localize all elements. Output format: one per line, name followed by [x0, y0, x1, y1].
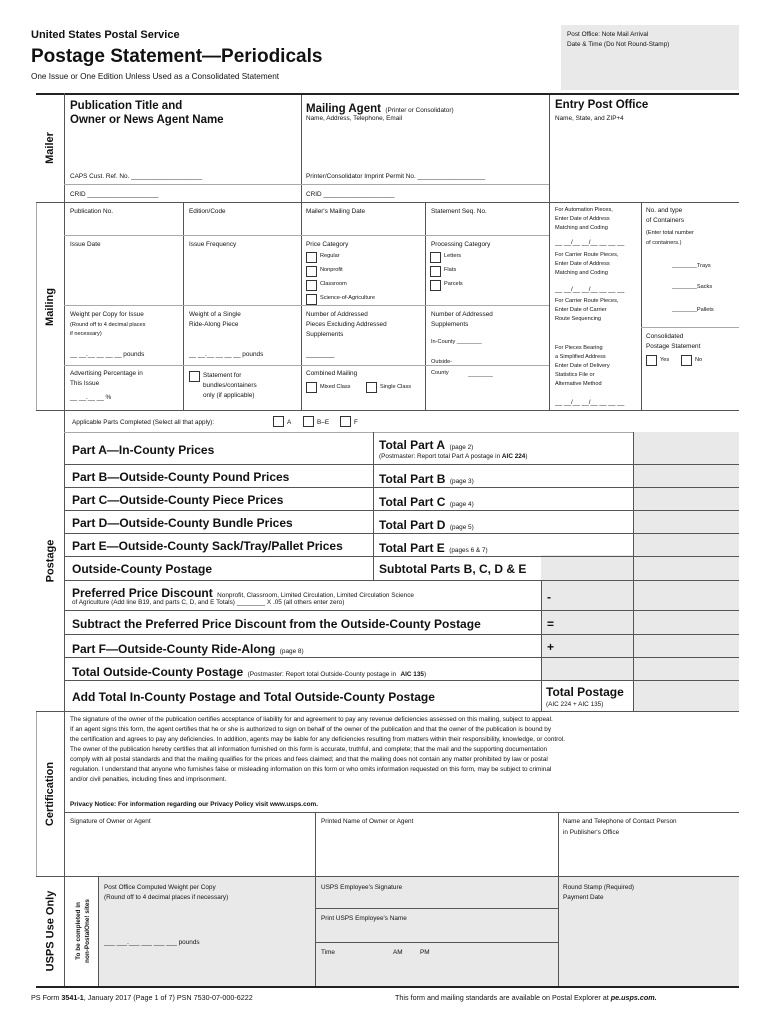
flats-label: Flats	[444, 267, 457, 273]
parts-b-e-option: B–E	[317, 419, 330, 426]
total-postage-label: Total Postage	[546, 685, 624, 699]
bundles-statement-label: Statement for	[203, 372, 242, 379]
po-note-1: Post Office: Note Mail Arrival	[567, 31, 649, 38]
computed-weight-note: (Round off to 4 decimal places if necessary)	[104, 894, 229, 901]
mailer-divider-2	[549, 95, 550, 203]
round-stamp-label: Round Stamp (Required)	[563, 884, 635, 891]
mailing-date-label: Mailer's Mailing Date	[306, 208, 366, 215]
computed-weight-label: Post Office Computed Weight per Copy	[104, 884, 216, 891]
operator-column-shade	[541, 555, 633, 680]
certification-line-7: and/or civil penalties, including fines and imprisonment.	[70, 776, 227, 783]
carrier-route-date-label: For Carrier Route Pieces, Enter Date of Address Matching and Coding	[555, 252, 619, 276]
usps-divider-1	[315, 877, 316, 986]
po-note-2: Date & Time (Do Not Round-Stamp)	[567, 41, 670, 48]
privacy-notice: Privacy Notice: For information regarding our Privacy Policy visit www.usps.com.	[70, 801, 318, 808]
total-part-a-note: (Postmaster: Report total Part A postage in AIC 224)	[379, 453, 528, 460]
addressed-pieces-field[interactable]: ________	[306, 351, 335, 358]
ride-along-weight-label-2: Ride-Along Piece	[189, 321, 239, 328]
certification-line-5: comply with all postal standards and that the mailing qualifies for the prices and fees claimed; and that the mailing does not contain any matter prohibited by law or postal	[70, 756, 548, 763]
part-f-option: F	[354, 419, 358, 426]
postal-explorer-note: This form and mailing standards are available on Postal Explorer at pe.usps.com.	[395, 993, 657, 1002]
part-d-label: Part D—Outside-County Bundle Prices	[72, 516, 293, 530]
mailer-bottom-rule	[36, 202, 739, 203]
applicable-parts-label: Applicable Parts Completed (Select all that apply):	[72, 419, 215, 426]
total-postage-box[interactable]	[633, 680, 739, 711]
postage-rule-9	[64, 657, 739, 658]
statement-seq-label: Statement Seq. No.	[431, 208, 487, 215]
postage-rule-7	[64, 610, 739, 611]
letters-checkbox[interactable]	[430, 252, 441, 263]
science-agriculture-checkbox[interactable]	[306, 294, 317, 305]
form-bottom-rule	[36, 986, 739, 988]
part-f-label: Part F—Outside-County Ride-Along (page 8)	[72, 642, 304, 656]
science-agriculture-label: Science-of-Agriculture	[320, 295, 376, 301]
postage-rule-1	[64, 464, 739, 465]
outside-county-postage-label: Outside-County Postage	[72, 562, 213, 576]
postage-divider-2	[541, 580, 542, 680]
classroom-checkbox[interactable]	[306, 280, 317, 291]
mailing-agent-sub: Name, Address, Telephone, Email	[306, 115, 403, 122]
usps-rule-2	[315, 942, 558, 943]
total-part-b-label: Total Part B (page 3)	[379, 472, 474, 486]
mailing-col-5	[641, 203, 642, 411]
addressed-pieces-label: Number of Addressed	[306, 311, 368, 318]
mailer-divider-1	[301, 95, 302, 203]
automation-date-field[interactable]: __ __/__ __/__ __ __ __	[555, 239, 625, 246]
employee-name-field[interactable]: Print USPS Employee's Name	[321, 915, 407, 922]
containers-label-2: of Containers	[646, 217, 685, 224]
part-a-label: Part A—In-County Prices	[72, 443, 215, 457]
regular-checkbox[interactable]	[306, 252, 317, 263]
addressed-supplements-label-2: Supplements	[431, 321, 469, 328]
plus-operator: +	[547, 640, 555, 654]
part-f-checkbox[interactable]	[340, 416, 351, 427]
simplified-address-date-field[interactable]: __ __/__ __/__ __ __ __	[555, 399, 625, 406]
agency-name: United States Postal Service	[31, 29, 180, 41]
mixed-class-label: Mixed Class	[320, 384, 351, 390]
edition-code-label: Edition/Code	[189, 208, 226, 215]
total-outside-county-label: Total Outside-County Postage (Postmaster: Report total Outside-County postage in AIC 135)	[72, 665, 427, 679]
signature-divider-1	[315, 812, 316, 876]
letters-label: Letters	[444, 253, 462, 259]
parcels-checkbox[interactable]	[430, 280, 441, 291]
parts-b-e-checkbox[interactable]	[303, 416, 314, 427]
crid-field-1[interactable]: CRID ____________________	[70, 191, 159, 198]
form-title: Postage Statement—Periodicals	[31, 46, 323, 67]
parcels-label: Parcels	[444, 281, 463, 287]
outside-county-label: Outside-	[431, 359, 453, 365]
total-part-d-label: Total Part D (page 5)	[379, 518, 474, 532]
addressed-pieces-label-2: Pieces Excluding Addressed	[306, 321, 387, 328]
contact-person-field[interactable]: Name and Telephone of Contact Person	[563, 818, 677, 825]
part-a-option: A	[287, 419, 292, 426]
postage-section-label: Postage	[44, 539, 57, 583]
postage-divider-3	[541, 680, 542, 711]
combined-mailing-label: Combined Mailing	[306, 370, 358, 377]
entry-post-office-sub: Name, State, and ZIP+4	[555, 115, 624, 122]
consolidated-label-2: Postage Statement	[646, 343, 701, 350]
publication-no-label: Publication No.	[70, 208, 113, 215]
usps-rule-1	[315, 908, 558, 909]
weight-per-copy-note-1: (Round off to 4 decimal places	[70, 322, 146, 328]
containers-note-2: of containers.)	[646, 240, 682, 246]
weight-per-copy-label: Weight per Copy for Issue	[70, 311, 144, 318]
mixed-class-checkbox[interactable]	[306, 382, 317, 393]
carrier-seq-date-label: For Carrier Route Pieces, Enter Date of Carrier Route Sequencing	[555, 298, 619, 322]
bundles-statement-checkbox[interactable]	[189, 371, 200, 382]
crid-field-2[interactable]: CRID ____________________	[306, 191, 395, 198]
advertising-pct-label: Advertising Percentage in	[70, 370, 143, 377]
computed-weight-field[interactable]: ___ ___.___ ___ ___ ___ pounds	[104, 939, 200, 946]
usps-divider-2	[558, 877, 559, 986]
mailing-section-label: Mailing	[44, 288, 57, 326]
ride-along-weight-label: Weight of a Single	[189, 311, 241, 318]
mailing-agent-label: Mailing Agent (Printer or Consolidator)	[306, 103, 454, 115]
time-field[interactable]: Time	[321, 949, 335, 956]
nonprofit-label: Nonprofit	[320, 267, 343, 273]
entry-post-office-label: Entry Post Office	[555, 99, 649, 111]
caps-ref-field[interactable]: CAPS Cust. Ref. No. ____________________	[70, 173, 203, 180]
addressed-supplements-label: Number of Addressed	[431, 311, 493, 318]
publication-title-label: Publication Title and Owner or News Agent Name	[70, 100, 224, 126]
mailing-row-1	[64, 235, 549, 236]
outside-county-label-2: County	[431, 370, 449, 376]
consolidated-label: Consolidated	[646, 333, 684, 340]
weight-per-copy-note-2: if necessary)	[70, 331, 102, 337]
postage-rule-2	[64, 487, 739, 488]
mailing-row-3	[64, 365, 549, 366]
preferred-discount-note: of Agriculture (Add line B19, and parts C, D, and E Totals) ________ X .05 (all others enter zero)	[72, 599, 345, 606]
postage-bottom-rule	[36, 711, 739, 712]
postage-rule-10	[64, 680, 739, 681]
single-class-checkbox[interactable]	[366, 382, 377, 393]
classroom-label: Classroom	[320, 281, 347, 287]
consolidated-no-label: No	[695, 357, 703, 363]
issue-frequency-label: Issue Frequency	[189, 241, 237, 248]
advertising-pct-field[interactable]: __ __.__ __ %	[70, 394, 112, 401]
subtotal-label: Subtotal Parts B, C, D & E	[379, 562, 527, 576]
sacks-field[interactable]: ________Sacks	[672, 284, 713, 290]
postage-rule-4	[64, 533, 739, 534]
in-county-field[interactable]: In-County ________	[431, 339, 482, 345]
ride-along-weight-field[interactable]: __ __.__ __ __ __ pounds	[189, 351, 264, 358]
certification-section-label: Certification	[44, 761, 56, 826]
employee-signature-field[interactable]: USPS Employee's Signature	[321, 884, 403, 891]
preferred-discount-label: Preferred Price Discount Nonprofit, Classroom, Limited Circulation, Limited Circulation Science	[72, 586, 414, 600]
left-band-divider	[64, 93, 65, 986]
minus-operator: -	[547, 590, 551, 604]
am-option[interactable]: AM	[393, 949, 403, 956]
carrier-route-date-field[interactable]: __ __/__ __/__ __ __ __	[555, 286, 625, 293]
trays-field[interactable]: ________Trays	[672, 263, 711, 269]
nonprofit-checkbox[interactable]	[306, 266, 317, 277]
imprint-permit-field[interactable]: Printer/Consolidator Imprint Permit No. ___________________	[306, 173, 486, 180]
mailing-bottom-rule	[36, 410, 739, 411]
total-postage-aic: (AIC 224 + AIC 135)	[546, 701, 604, 708]
bundles-statement-label-3: only (if applicable)	[203, 392, 255, 399]
processing-category-label: Processing Category	[431, 241, 491, 248]
part-e-label: Part E—Outside-County Sack/Tray/Pallet Prices	[72, 539, 343, 553]
part-c-label: Part C—Outside-County Piece Prices	[72, 493, 284, 507]
pm-option[interactable]: PM	[420, 949, 430, 956]
postage-divider-4	[633, 432, 634, 711]
certification-line-1: The signature of the owner of the publication certifies acceptance of liability for and agreement to pay any revenue deficiencies assessed on this mailing, subject to appeal.	[70, 716, 553, 723]
mailing-left-edge	[36, 203, 37, 411]
total-part-c-label: Total Part C (page 4)	[379, 495, 474, 509]
add-total-label: Add Total In-County Postage and Total Outside-County Postage	[72, 690, 435, 704]
usps-use-only-label: USPS Use Only	[44, 890, 57, 972]
containers-note-1: (Enter total number	[646, 230, 694, 236]
postage-rule-8	[64, 634, 739, 635]
consolidated-yes-label: Yes	[660, 357, 670, 363]
pallets-field[interactable]: ________Pallets	[672, 307, 714, 313]
postage-rule-3	[64, 510, 739, 511]
postage-divider-1	[373, 432, 374, 580]
form-subtitle: One Issue or One Edition Unless Used as a Consolidated Statement	[31, 72, 280, 81]
mailer-top-rule	[36, 93, 739, 95]
non-postalone-label: To be completed in non-PostalOne! sites	[75, 899, 92, 963]
form-number: PS Form 3541-1, January 2017 (Page 1 of 7) PSN 7530-07-000-6222	[31, 993, 253, 1002]
weight-per-copy-field[interactable]: __ __.__ __ __ __ pounds	[70, 351, 145, 358]
mailing-row-2	[64, 305, 549, 306]
advertising-pct-label-2: This Issue	[70, 380, 100, 387]
total-part-a-label: Total Part A (page 2)	[379, 438, 474, 452]
addressed-pieces-label-3: Supplements	[306, 331, 344, 338]
bundles-statement-label-2: bundles/containers	[203, 382, 257, 389]
certification-line-2: If an agent signs this form, the agent certifies that he or she is authorized to sign on behalf of the owner of the publication and that the owner of the publication is bound by	[70, 726, 552, 733]
printed-name-field[interactable]: Printed Name of Owner or Agent	[321, 818, 414, 825]
equals-operator: =	[547, 617, 555, 631]
certification-line-3: the certification and agrees to pay any deficiencies. In addition, agents may be liable for any deficiencies resulting from matters within their responsibility, knowledge, or control.	[70, 736, 566, 743]
signature-rule	[64, 812, 739, 813]
postage-rule-5	[64, 556, 739, 557]
certification-line-4: The owner of the publication hereby certifies that all information furnished on this form is accurate, truthful, and complete; that the mail and the supporting documentation	[70, 746, 548, 753]
consolidated-rule	[641, 327, 739, 328]
price-category-label: Price Category	[306, 241, 349, 248]
outside-county-field[interactable]: ________	[468, 372, 493, 378]
postage-rule-6	[64, 580, 739, 581]
part-a-checkbox[interactable]	[273, 416, 284, 427]
mailing-col-4	[549, 203, 550, 411]
regular-label: Regular	[320, 253, 340, 259]
contact-person-label-2: in Publisher's Office	[563, 829, 620, 836]
total-part-e-label: Total Part E (pages 6 & 7)	[379, 541, 488, 555]
mailer-section-label: Mailer	[44, 132, 57, 164]
consolidated-yes-checkbox[interactable]	[646, 355, 657, 366]
signature-owner-field[interactable]: Signature of Owner or Agent	[70, 818, 151, 825]
part-b-label: Part B—Outside-County Pound Prices	[72, 470, 290, 484]
issue-date-label: Issue Date	[70, 241, 101, 248]
usps-divider-0	[98, 877, 99, 986]
automation-date-label: For Automation Pieces, Enter Date of Address Matching and Coding	[555, 207, 613, 231]
single-class-label: Single Class	[380, 384, 412, 390]
mailer-mid-rule	[64, 184, 549, 185]
flats-checkbox[interactable]	[430, 266, 441, 277]
certification-line-6: regulation. I understand that anyone who furnishes false or misleading information on this form or who omits information requested on this form, may be subject to criminal	[70, 766, 552, 773]
payment-date-label: Payment Date	[563, 894, 604, 901]
subtract-discount-label: Subtract the Preferred Price Discount from the Outside-County Postage	[72, 617, 481, 631]
consolidated-no-checkbox[interactable]	[681, 355, 692, 366]
simplified-address-label: For Pieces Bearing a Simplified Address Enter Date of Delivery Statistics File or Alternative Method	[555, 345, 610, 387]
containers-label: No. and type	[646, 207, 683, 214]
cert-left-edge	[36, 711, 37, 876]
